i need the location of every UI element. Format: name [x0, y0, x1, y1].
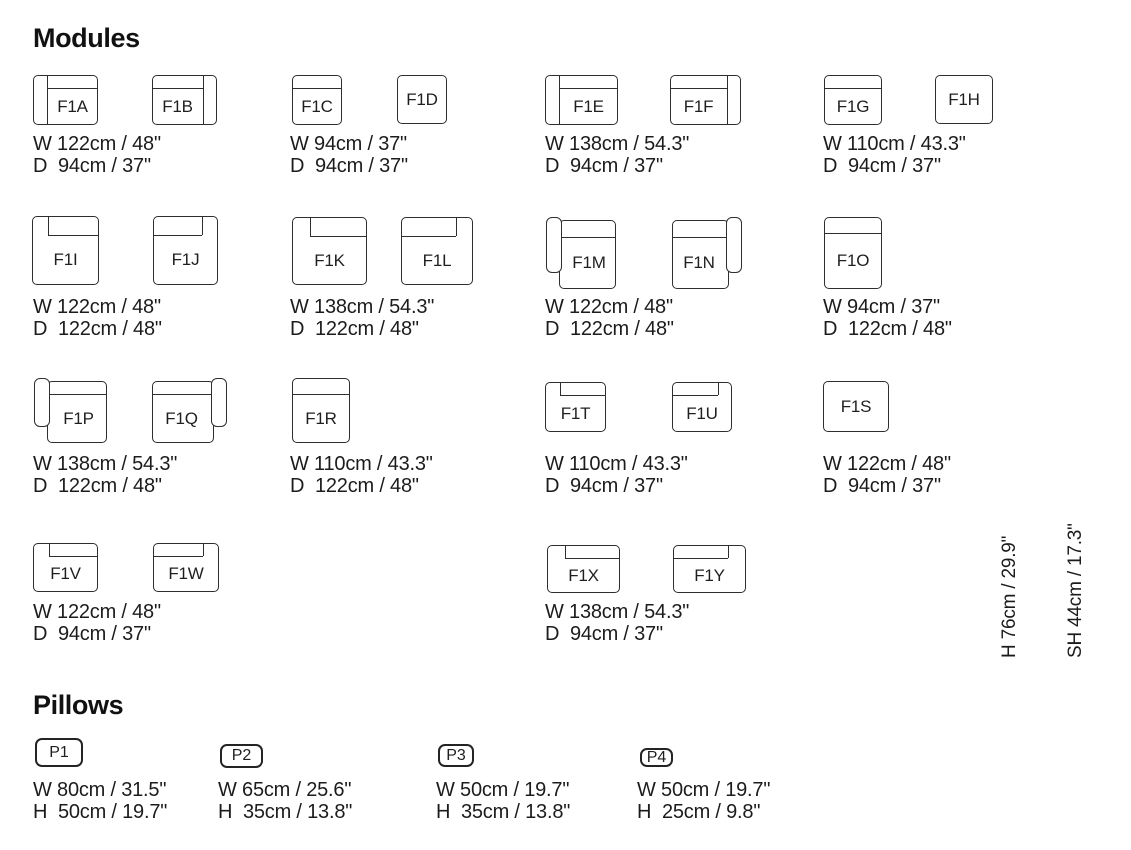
module-dimensions [823, 297, 952, 340]
module-f1f [670, 75, 741, 125]
module-armrest [546, 217, 562, 273]
armrest-line [203, 76, 204, 124]
depth-dimension: D 94cm / 37" [545, 474, 663, 497]
module-dimensions [290, 454, 433, 497]
module-f1c [292, 75, 342, 125]
depth-dimension: D 94cm / 37" [290, 154, 408, 177]
module-f1q [152, 378, 227, 443]
module-label: F1D [406, 89, 438, 109]
module-label: F1J [171, 250, 200, 269]
module-label: F1W [168, 564, 204, 583]
pillow-p1 [35, 738, 83, 767]
width-dimension: W 122cm / 48" [33, 601, 161, 623]
module-label: F1N [683, 253, 715, 272]
armrest-line [310, 218, 311, 236]
module-dimensions [545, 134, 689, 177]
module-dimensions [33, 454, 177, 497]
module-label: F1T [560, 403, 591, 423]
module-f1i [32, 216, 99, 285]
module-label: F1I [53, 250, 78, 269]
pillow-label: P1 [49, 743, 69, 761]
module-label: F1P [63, 408, 94, 428]
width-dimension: W 138cm / 54.3" [545, 133, 690, 155]
pillow-dimensions [637, 780, 770, 823]
width-dimension: W 110cm / 43.3" [823, 133, 966, 155]
module-f1x [547, 545, 620, 593]
module-dimensions [545, 297, 674, 340]
module-label: F1Y [694, 565, 725, 585]
pillow-p2 [220, 744, 263, 768]
module-armrest [34, 378, 50, 427]
module-armrest [726, 217, 742, 273]
module-label: F1X [568, 565, 599, 585]
module-f1l [401, 217, 473, 285]
module-label: F1H [948, 89, 980, 109]
width-dimension: W 122cm / 48" [823, 453, 951, 475]
armrest-line [565, 546, 566, 558]
module-dimensions [33, 602, 161, 645]
module-label: F1E [573, 96, 604, 116]
module-f1w [153, 543, 219, 592]
height-dimension: H 35cm / 13.8" [218, 800, 353, 823]
width-dimension: W 122cm / 48" [33, 296, 161, 318]
pillow-label: P2 [231, 747, 252, 764]
module-f1g [824, 75, 882, 125]
module-label: F1S [840, 396, 872, 416]
height-note-line: H 76cm / 29.9" [999, 535, 1020, 658]
module-dimensions [33, 297, 162, 340]
width-dimension: W 122cm / 48" [33, 133, 161, 155]
armrest-line [203, 544, 204, 556]
width-dimension: W 50cm / 19.7" [436, 779, 570, 801]
armrest-line [718, 383, 719, 395]
pillow-dimensions [33, 780, 167, 823]
width-dimension: W 138cm / 54.3" [545, 601, 690, 623]
width-dimension: W 110cm / 43.3" [290, 453, 433, 475]
depth-dimension: D 122cm / 48" [33, 317, 162, 340]
armrest-line [728, 546, 729, 558]
module-f1m [546, 217, 616, 289]
armrest-line [48, 217, 49, 235]
module-f1u [672, 382, 732, 432]
module-label: F1U [686, 403, 718, 423]
module-f1y [673, 545, 746, 593]
depth-dimension: D 122cm / 48" [290, 474, 419, 497]
depth-dimension: D 122cm / 48" [290, 317, 419, 340]
module-dimensions [33, 134, 161, 177]
height-dimension: H 50cm / 19.7" [33, 800, 168, 823]
pillow-label: P4 [646, 748, 667, 766]
module-f1e [545, 75, 618, 125]
module-armrest [211, 378, 227, 427]
armrest-line [202, 217, 203, 235]
armrest-line [456, 218, 457, 236]
seat-height-note [955, 498, 1086, 658]
module-f1t [545, 382, 606, 432]
module-f1v [33, 543, 98, 592]
depth-dimension: D 94cm / 37" [545, 622, 663, 645]
module-label: F1O [836, 251, 870, 270]
module-dimensions [823, 134, 966, 177]
module-f1r [292, 378, 350, 443]
module-label: F1A [57, 96, 88, 116]
module-dimensions [823, 454, 951, 497]
module-f1o [824, 217, 882, 289]
pillow-dimensions [436, 780, 570, 823]
width-dimension: W 50cm / 19.7" [637, 779, 771, 801]
depth-dimension: D 94cm / 37" [823, 154, 941, 177]
width-dimension: W 94cm / 37" [823, 296, 940, 318]
modules-section-title: Modules [33, 23, 140, 53]
pillow-dimensions [218, 780, 352, 823]
width-dimension: W 80cm / 31.5" [33, 779, 167, 801]
module-dimensions [545, 602, 689, 645]
module-f1b [152, 75, 217, 125]
module-dimensions [545, 454, 688, 497]
width-dimension: W 110cm / 43.3" [545, 453, 688, 475]
pillows-section-title: Pillows [33, 690, 124, 720]
height-dimension: H 25cm / 9.8" [637, 800, 761, 823]
module-label: F1C [301, 96, 333, 116]
module-f1k [292, 217, 367, 285]
seat-height-note-line: SH 44cm / 17.3" [1065, 523, 1086, 658]
module-label: F1L [422, 250, 452, 270]
module-label: F1F [683, 96, 714, 116]
pillow-p3 [438, 744, 474, 767]
module-label: F1K [314, 250, 345, 270]
module-label: F1G [836, 96, 870, 116]
depth-dimension: D 122cm / 48" [545, 317, 674, 340]
module-f1d [397, 75, 447, 124]
depth-dimension: D 122cm / 48" [823, 317, 952, 340]
width-dimension: W 122cm / 48" [545, 296, 673, 318]
pillow-label: P3 [446, 746, 466, 764]
module-f1a [33, 75, 98, 125]
width-dimension: W 138cm / 54.3" [33, 453, 178, 475]
width-dimension: W 138cm / 54.3" [290, 296, 435, 318]
module-f1h [935, 75, 993, 124]
module-f1n [672, 217, 742, 289]
module-label: F1V [50, 564, 81, 583]
depth-dimension: D 122cm / 48" [33, 474, 162, 497]
depth-dimension: D 94cm / 37" [823, 474, 941, 497]
armrest-line [727, 76, 728, 124]
width-dimension: W 65cm / 25.6" [218, 779, 352, 801]
depth-dimension: D 94cm / 37" [33, 154, 151, 177]
armrest-line [560, 383, 561, 395]
armrest-line [49, 544, 50, 556]
module-dimensions [290, 134, 408, 177]
depth-dimension: D 94cm / 37" [33, 622, 151, 645]
module-f1p [34, 378, 107, 443]
module-label: F1B [162, 96, 193, 116]
pillow-p4 [640, 748, 673, 767]
width-dimension: W 94cm / 37" [290, 133, 407, 155]
module-f1s [823, 381, 889, 432]
depth-dimension: D 94cm / 37" [545, 154, 663, 177]
module-dimensions [290, 297, 434, 340]
module-label: F1M [572, 253, 606, 272]
height-dimension: H 35cm / 13.8" [436, 800, 571, 823]
module-f1j [153, 216, 218, 285]
module-label: F1Q [165, 408, 198, 428]
module-label: F1R [305, 408, 337, 428]
